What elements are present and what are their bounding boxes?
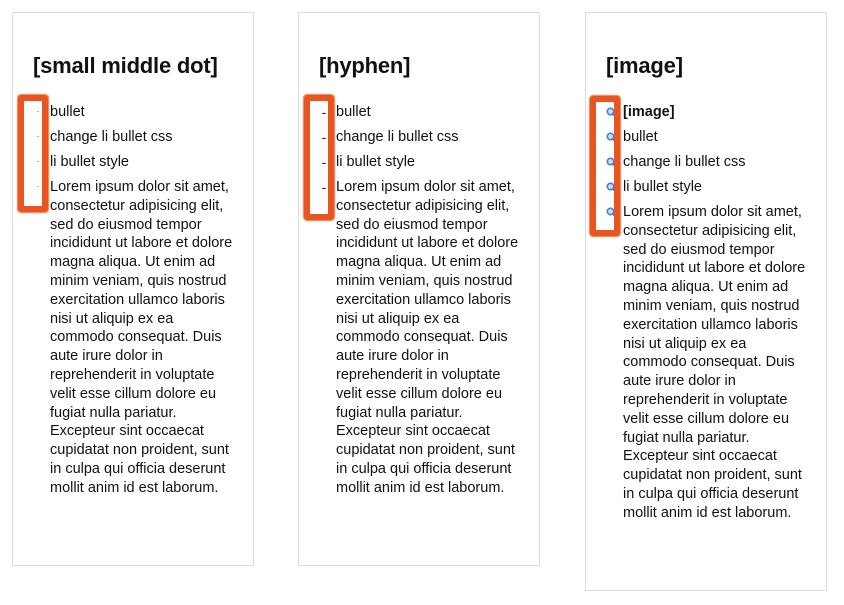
list-item <box>299 128 539 147</box>
list-item <box>586 153 826 172</box>
list-item <box>299 103 539 122</box>
list-item-text: bullet <box>336 104 371 120</box>
list-item <box>586 103 826 122</box>
list-item-text: Lorem ipsum dolor sit amet, consectetur adipisicing elit, sed do eiusmod tempor incididunt ut labore et dolore magna aliqua. Ut enim ad minim veniam, quis nostrud exercitation ullamco laboris nisi ut aliquip ex ea commodo consequat. Duis aute irure dolor in reprehenderit in voluptate velit esse cillum dolore eu fugiat nulla pariatur. Excepteur sint occaecat cupidatat non proident, sunt in culpa qui officia deserunt mollit anim id est laborum. <box>623 203 806 521</box>
panel-title: [small middle dot] <box>33 53 218 78</box>
hyphen-bullet: - <box>321 128 327 145</box>
list-item-text: li bullet style <box>623 178 702 195</box>
list-item <box>586 178 826 197</box>
panel-title: [hyphen] <box>319 53 411 78</box>
bullet-list <box>299 103 539 498</box>
list-item-text: change li bullet css <box>50 128 173 145</box>
hyphen-bullet: - <box>321 178 327 195</box>
list-item-text: change li bullet css <box>336 128 459 145</box>
list-item <box>299 178 539 498</box>
bullet-list <box>586 103 826 522</box>
list-item <box>586 203 826 523</box>
hyphen-bullet: - <box>321 104 327 120</box>
hyphen-bullet: - <box>321 153 327 170</box>
list-item-text: Lorem ipsum dolor sit amet, consectetur adipisicing elit, sed do eiusmod tempor incididunt ut labore et dolore magna aliqua. Ut enim ad minim veniam, quis nostrud exercitation ullamco laboris nisi ut aliquip ex ea commodo consequat. Duis aute irure dolor in reprehenderit in voluptate velit esse cillum dolore eu fugiat nulla pariatur. Excepteur sint occaecat cupidatat non proident, sunt in culpa qui officia deserunt mollit anim id est laborum. <box>50 178 233 496</box>
list-item <box>13 153 253 172</box>
middle-dot-bullet: · <box>36 156 40 166</box>
list-item <box>586 128 826 147</box>
bullet-list <box>13 103 253 498</box>
list-item-text: li bullet style <box>336 153 415 170</box>
list-item-text: change li bullet css <box>623 153 746 170</box>
panel-small-middle-dot <box>12 12 254 566</box>
list-item-text: bullet <box>50 104 85 120</box>
list-item <box>13 103 253 122</box>
list-item <box>13 178 253 498</box>
list-item <box>13 128 253 147</box>
middle-dot-bullet: · <box>36 107 40 116</box>
list-item-text: bullet <box>623 128 658 145</box>
list-item-text: Lorem ipsum dolor sit amet, consectetur adipisicing elit, sed do eiusmod tempor incididunt ut labore et dolore magna aliqua. Ut enim ad minim veniam, quis nostrud exercitation ullamco laboris nisi ut aliquip ex ea commodo consequat. Duis aute irure dolor in reprehenderit in voluptate velit esse cillum dolore eu fugiat nulla pariatur. Excepteur sint occaecat cupidatat non proident, sunt in culpa qui officia deserunt mollit anim id est laborum. <box>336 178 519 496</box>
panel-title: [image] <box>606 53 683 78</box>
list-item-text: li bullet style <box>50 153 129 170</box>
middle-dot-bullet: · <box>36 131 40 141</box>
list-item-text: [image] <box>623 104 675 120</box>
middle-dot-bullet: · <box>36 181 40 191</box>
list-item <box>299 153 539 172</box>
panel-image <box>585 12 827 591</box>
panel-hyphen <box>298 12 540 566</box>
